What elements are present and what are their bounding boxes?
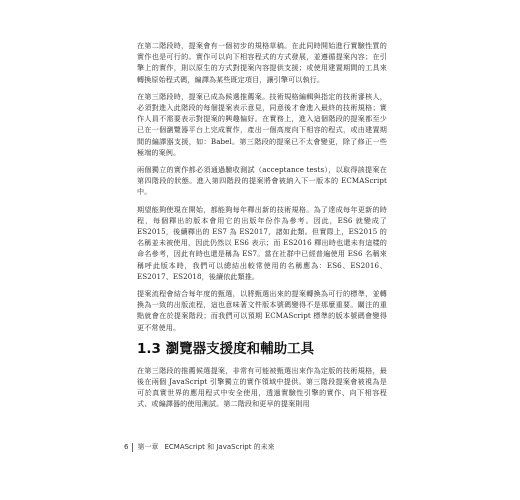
section-heading: 1.3 瀏覽器支援度和輔助工具	[137, 340, 315, 357]
paragraph: 期望能夠使現在開始，都能夠每年釋出新的技術規格。為了達成每年更新的時程，每個釋出的版本會用它的出版年份作為參考。因此，ES6 就變成了 ES2015，後續釋出的 ES7 為 ES2017，諸如此類。但實際上，ES2015 的名稱並未被使用，因此仍然以 ES6 表示；而 ES2016 釋出時也還未有這樣的命名參考，因此有時也還是稱為 ES7。當在社群中已經普遍使用 ES6 名稱來稱呼此版本時，我們可以總結出較常使用的名稱應為：ES6、ES2016、ES2017、ES2018，後續依此類推。	[137, 204, 387, 281]
page-footer	[124, 442, 275, 452]
paragraph: 提案流程會結合每年度的甄選，以將甄選出來的提案轉換為可行的標準，並轉換為一致的出版流程，這也意味著文件版本號碼變得不是那麼重要。關注的重點就會在於提案階段；而我們可以預期 ECMAScript 標準的版本號碼會變得更不常使用。	[137, 289, 387, 332]
page-body	[137, 40, 387, 416]
footer-divider	[132, 443, 133, 452]
page-number: 6	[124, 443, 129, 451]
paragraph: 在第二階段時，提案會有一個初步的規格草稿。在此同時開始進行實驗性質的實作也是可行的。實作可以向下相容程式的方式發展，並遵循提案內容；在引擎上的實作，則以原生的方式對提案內容提供支援；或使用建置期間的工具來轉換原始程式碼，編譯為某些既定項目，讓引擎可以執行。	[137, 41, 387, 84]
chapter-title: ECMAScript 和 JavaScript 的未來	[164, 443, 275, 451]
paragraph: 在第三階段時，提案已成為候選推薦案。技術規格編輯與指定的技術審核人，必須對進入此階段的每個提案表示意見，同意後才會進入最終的技術規格；實作人員不需要表示對提案的興趣偏好。在實務上，進入這個階段的提案都至少已在一個瀏覽器平台上完成實作，產出一個高度向下相容的程式，或由建置期間的編譯器支援，如：Babel。第三階段的提案已不太會變更，除了修正一些極端的案例。	[137, 91, 387, 157]
chapter-label: 第一章	[137, 443, 159, 451]
paragraph: 兩個獨立的實作都必須通過驗收測試（acceptance tests），以取得該提案在第四階段的狀態。進入第四階段的提案將會被納入下一版本的 ECMAScript 中。	[137, 165, 387, 197]
paragraph: 在第三階段的推薦候選提案，非常有可能被甄選出來作為定版的技術規格，最後在兩個 JavaScript 引擎獨立的實作領域中提供。第三階段提案會被視為是可於真實世界的應用程式中安全使用，透過實驗性引擎的實作、向下相容程式、或編譯器的使用測試。第二階段和更早的提案則用	[137, 365, 387, 409]
